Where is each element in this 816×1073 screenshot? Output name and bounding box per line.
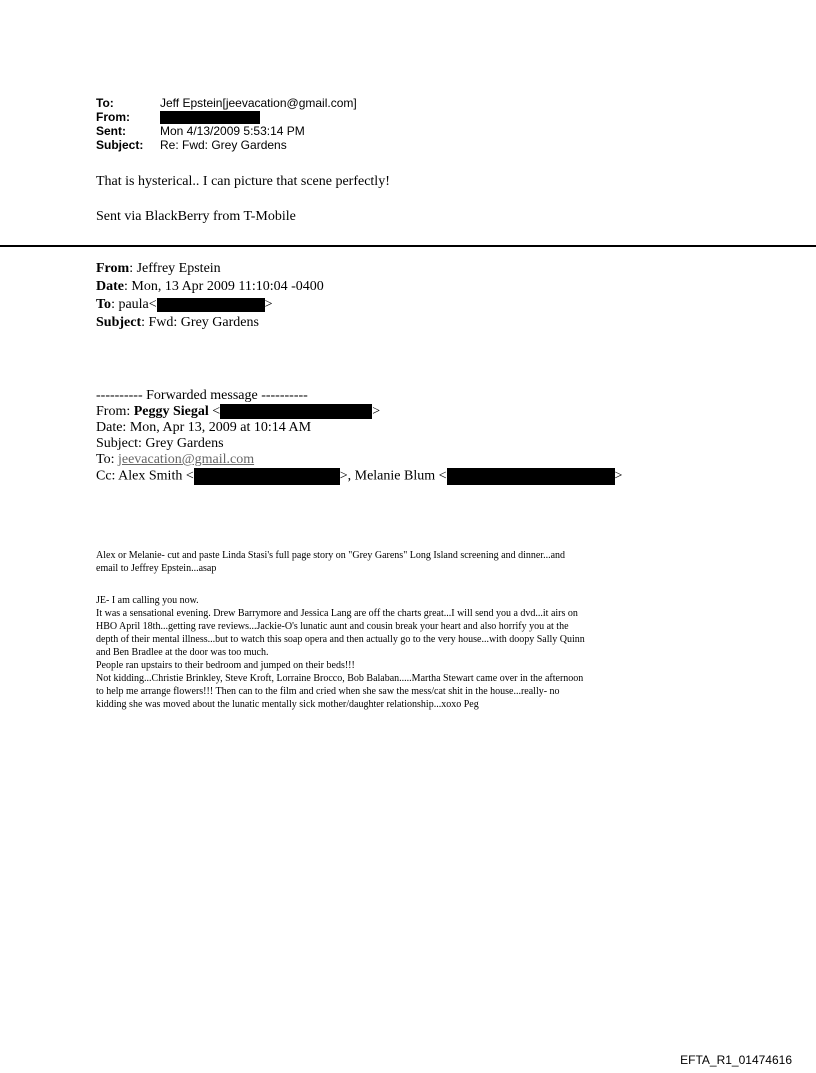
fwd-from-open: <: [208, 404, 221, 419]
forwarded-to-row: [96, 452, 622, 468]
fwd-cc-close: >: [614, 468, 623, 484]
quoted-from-value: : Jeffrey Epstein: [129, 261, 221, 276]
email-link[interactable]: jeevacation@gmail.com: [117, 452, 255, 467]
quoted-to-row: [96, 296, 324, 314]
message-line: email to Jeffrey Epstein...asap: [96, 563, 217, 574]
quoted-date-row: [96, 278, 324, 296]
forwarded-subject: Subject: Grey Gardens: [96, 436, 224, 451]
message-line: It was a sensational evening. Drew Barrymore and Jessica Lang are off the charts great...I will send you a dvd...it airs on: [96, 608, 578, 619]
fwd-to-prefix: To:: [96, 452, 118, 467]
redaction-box: [447, 468, 615, 485]
message-line: and Ben Bradlee at the door was too much.: [96, 647, 269, 658]
header-sent-row: [96, 124, 357, 138]
redaction-box: [160, 111, 260, 124]
reply-signature: Sent via BlackBerry from T-Mobile: [96, 209, 296, 224]
quoted-from-row: [96, 260, 324, 278]
to-label: To:: [96, 96, 114, 110]
fwd-from-name: Peggy Siegal: [133, 404, 209, 419]
message-line: Alex or Melanie- cut and paste Linda Stasi's full page story on "Grey Garens" Long Island screening and dinner...and: [96, 550, 566, 561]
redaction-box: [157, 298, 265, 312]
quoted-from-label: From: [96, 261, 130, 276]
quoted-date-value: : Mon, 13 Apr 2009 11:10:04 -0400: [124, 279, 324, 294]
subject-label: Subject:: [96, 138, 144, 152]
to-value: Jeff Epstein[jeevacation@gmail.com]: [160, 96, 357, 110]
message-line: kidding she was moved about the lunatic mentally sick mother/daughter relationship...xoxo Peg: [96, 699, 479, 710]
fwd-from-prefix: From:: [96, 404, 134, 419]
quoted-date-label: Date: [96, 279, 124, 294]
quoted-header: [96, 260, 324, 332]
message-line: to help me arrange flowers!!! Then can to the film and cried when she saw the mess/cat shit in the house...really- no: [96, 686, 560, 697]
from-label: From:: [96, 110, 130, 124]
fwd-cc-mid: >, Melanie Blum <: [339, 468, 447, 484]
forwarded-from-row: [96, 404, 622, 420]
divider-line: [0, 245, 816, 247]
quoted-subject-row: [96, 314, 324, 332]
fwd-from-close: >: [372, 404, 381, 419]
forwarded-divider: ---------- Forwarded message ----------: [96, 388, 308, 403]
quoted-to-label: To: [96, 297, 112, 312]
message-line: JE- I am calling you now.: [96, 595, 199, 606]
message-line: Not kidding...Christie Brinkley, Steve Kroft, Lorraine Brocco, Bob Balaban.....Martha Stewart came over in the afternoon: [96, 673, 584, 684]
fwd-cc-prefix: Cc: Alex Smith <: [96, 468, 194, 484]
message-line: People ran upstairs to their bedroom and jumped on their beds!!!: [96, 660, 355, 671]
quoted-to-value: : paula<: [111, 297, 157, 312]
redaction-box: [194, 468, 340, 485]
sent-label: Sent:: [96, 124, 126, 138]
header-subject-row: [96, 138, 357, 152]
quoted-subject-value: : Fwd: Grey Gardens: [141, 315, 259, 330]
document-id: EFTA_R1_01474616: [680, 1053, 792, 1067]
sent-value: Mon 4/13/2009 5:53:14 PM: [160, 124, 305, 138]
redaction-box: [220, 404, 372, 419]
forwarded-date: Date: Mon, Apr 13, 2009 at 10:14 AM: [96, 420, 312, 435]
quoted-to-close: >: [264, 297, 273, 312]
message-para-2: [96, 594, 736, 711]
quoted-subject-label: Subject: [96, 315, 142, 330]
forwarded-cc-row: [96, 468, 622, 484]
message-para-1: [96, 549, 736, 575]
subject-value: Re: Fwd: Grey Gardens: [160, 138, 287, 152]
message-line: depth of their mental illness...but to watch this soap opera and then actually go to the very house...with doopy Sally Quinn: [96, 634, 585, 645]
email-header: [96, 96, 357, 152]
header-from-row: [96, 110, 357, 124]
header-to-row: [96, 96, 357, 110]
forwarded-block: [96, 388, 622, 484]
message-line: HBO April 18th...getting rave reviews...Jackie-O's lunatic aunt and cousin break your heart and also horrify you at the: [96, 621, 569, 632]
reply-text: That is hysterical.. I can picture that scene perfectly!: [96, 174, 390, 189]
